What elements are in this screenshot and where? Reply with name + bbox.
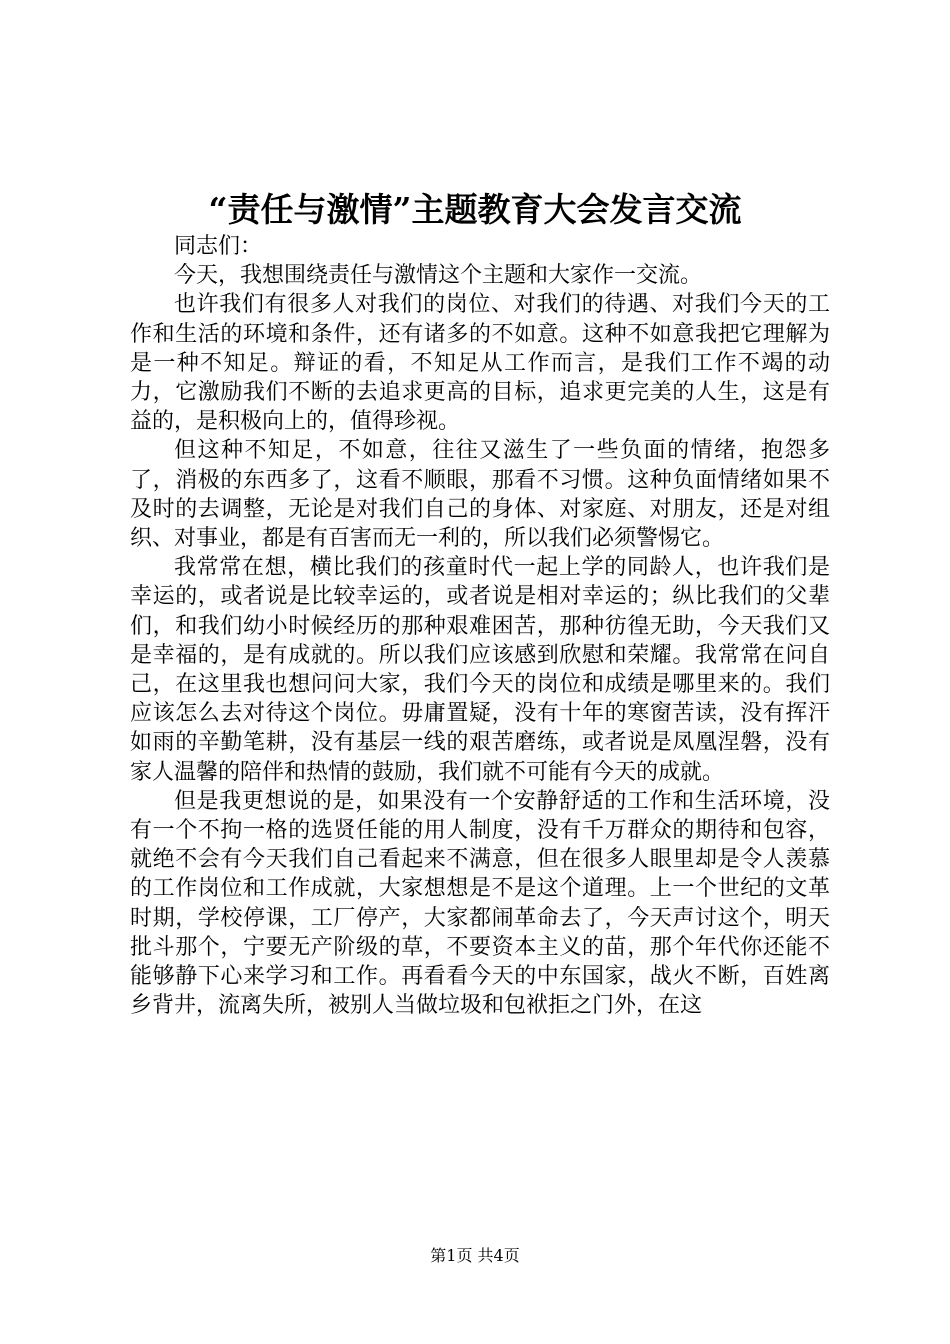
paragraph: 今天，我想围绕责任与激情这个主题和大家作一交流。 (174, 263, 703, 289)
document-body (130, 232, 830, 1020)
paragraph: 同志们： (174, 234, 263, 259)
page-number-footer: 第1页 共4页 (430, 1246, 520, 1265)
paragraph: 我常常在想，横比我们的孩童时代一起上学的同龄人，也许我们是幸运的，或者说是比较幸运的，或者说是相对幸运的；纵比我们的父辈们，和我们幼小时候经历的那种艰难困苦，那种彷徨无助，今天我们又是幸福的，是有成就的。所以我们应该感到欣慰和荣耀。我常常在问自己，在这里我也想问问大家，我们今天的岗位和成绩是哪里来的。我们应该怎么去对待这个岗位。毋庸置疑，没有十年的寒窗苦读，没有挥汗如雨的辛勤笔耕，没有基层一线的艰苦磨练，或者说是凤凰涅磐，没有家人温馨的陪伴和热情的鼓励，我们就不可能有今天的成就。 (130, 555, 830, 785)
paragraph: 但这种不知足，不如意，往往又滋生了一些负面的情绪，抱怨多了，消极的东西多了，这看不顺眼，那看不习惯。这种负面情绪如果不及时的去调整，无论是对我们自己的身体、对家庭、对朋友，还是对组织、对事业，都是有百害而无一利的，所以我们必须警惕它。 (130, 438, 830, 552)
paragraph: 也许我们有很多人对我们的岗位、对我们的待遇、对我们今天的工作和生活的环境和条件，还有诸多的不如意。这种不如意我把它理解为是一种不知足。辩证的看，不知足从工作而言，是我们工作不竭的动力，它激励我们不断的去追求更高的目标，追求更完美的人生，这是有益的，是积极向上的，值得珍视。 (130, 292, 830, 435)
paragraph: 但是我更想说的是，如果没有一个安静舒适的工作和生活环境，没有一个不拘一格的选贤任能的用人制度，没有千万群众的期待和包容，就绝不会有今天我们自己看起来不满意，但在很多人眼里却是令人羡慕的工作岗位和工作成就，大家想想是不是这个道理。上一个世纪的文革时期，学校停课，工厂停产，大家都闹革命去了，今天声讨这个，明天批斗那个，宁要无产阶级的草，不要资本主义的苗，那个年代你还能不能够静下心来学习和工作。再看看今天的中东国家，战火不断，百姓离乡背井，流离失所，被别人当做垃圾和包袱拒之门外，在这 (130, 788, 830, 1019)
document-title: “责任与激情”主题教育大会发言交流 (208, 190, 742, 229)
